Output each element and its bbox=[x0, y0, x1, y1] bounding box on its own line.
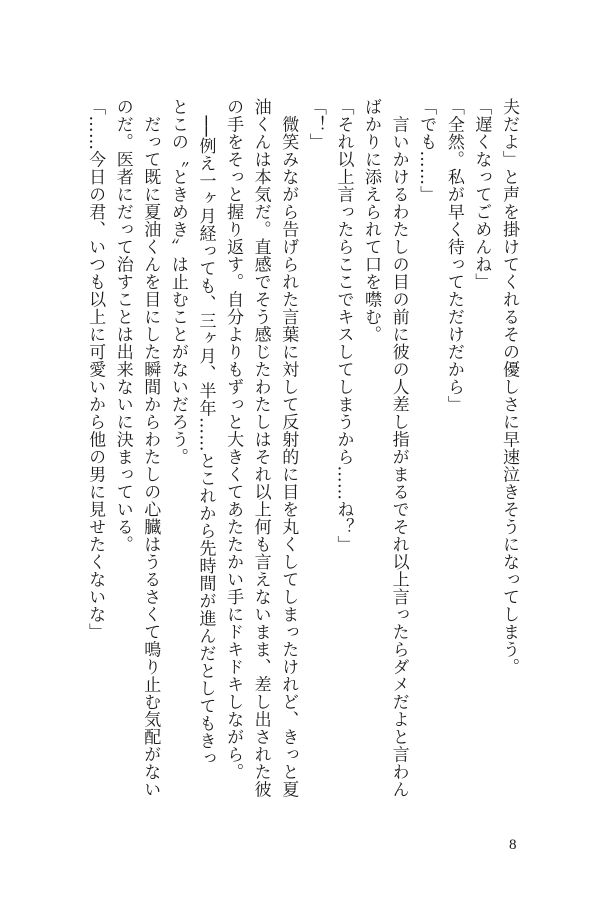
vertical-text-block bbox=[82, 98, 522, 818]
text-line: のだ。医者にだって治すことは出来ないに決まっている。 bbox=[112, 98, 133, 553]
text-line: 「！」 bbox=[305, 98, 326, 151]
text-line: 「全然。私が早く待ってただけだから」 bbox=[443, 98, 464, 413]
page-number: 8 bbox=[509, 837, 517, 853]
text-line: 「遅くなってごめんね」 bbox=[471, 98, 492, 291]
text-line: 微笑みながら告げられた言葉に対して反射的に目を丸くしてしまったけれど、きっと夏 bbox=[278, 98, 299, 798]
text-line: 言いかけるわたしの目の前に彼の人差し指がまるでそれ以上言ったらダメだよと言わん bbox=[388, 98, 409, 798]
text-line: 「……今日の君、いつも以上に可愛いから他の男に見せたくないな」 bbox=[85, 98, 106, 641]
text-line: 「それ以上言ったらここでキスしてしまうから……ね？」 bbox=[333, 98, 354, 553]
text-line: だって既に夏油くんを目にした瞬間からわたしの心臓はうるさくて鳴り止む気配がない bbox=[140, 98, 161, 798]
text-line: の手をそっと握り返す。自分よりもずっと大きくてあたたかい手にドキドキしながら。 bbox=[223, 98, 244, 781]
text-line: 夫だよ」と声を掛けてくれるその優しさに早速泣きそうになってしまう。 bbox=[499, 98, 519, 676]
text-line: ばかりに添えられて口を噤む。 bbox=[361, 98, 382, 343]
text-line: ──例え一ヶ月経っても、三ヶ月、半年……とこれから先時間が進んだとしてもきっ bbox=[195, 98, 216, 767]
text-line: 油くんは本気だ。直感でそう感じたわたしはそれ以上何も言えないまま、差し出された彼 bbox=[250, 98, 271, 798]
text-line: 「でも……」 bbox=[416, 98, 437, 203]
text-line: とこの〝ときめき〟は止むことがないだろう。 bbox=[167, 98, 188, 466]
